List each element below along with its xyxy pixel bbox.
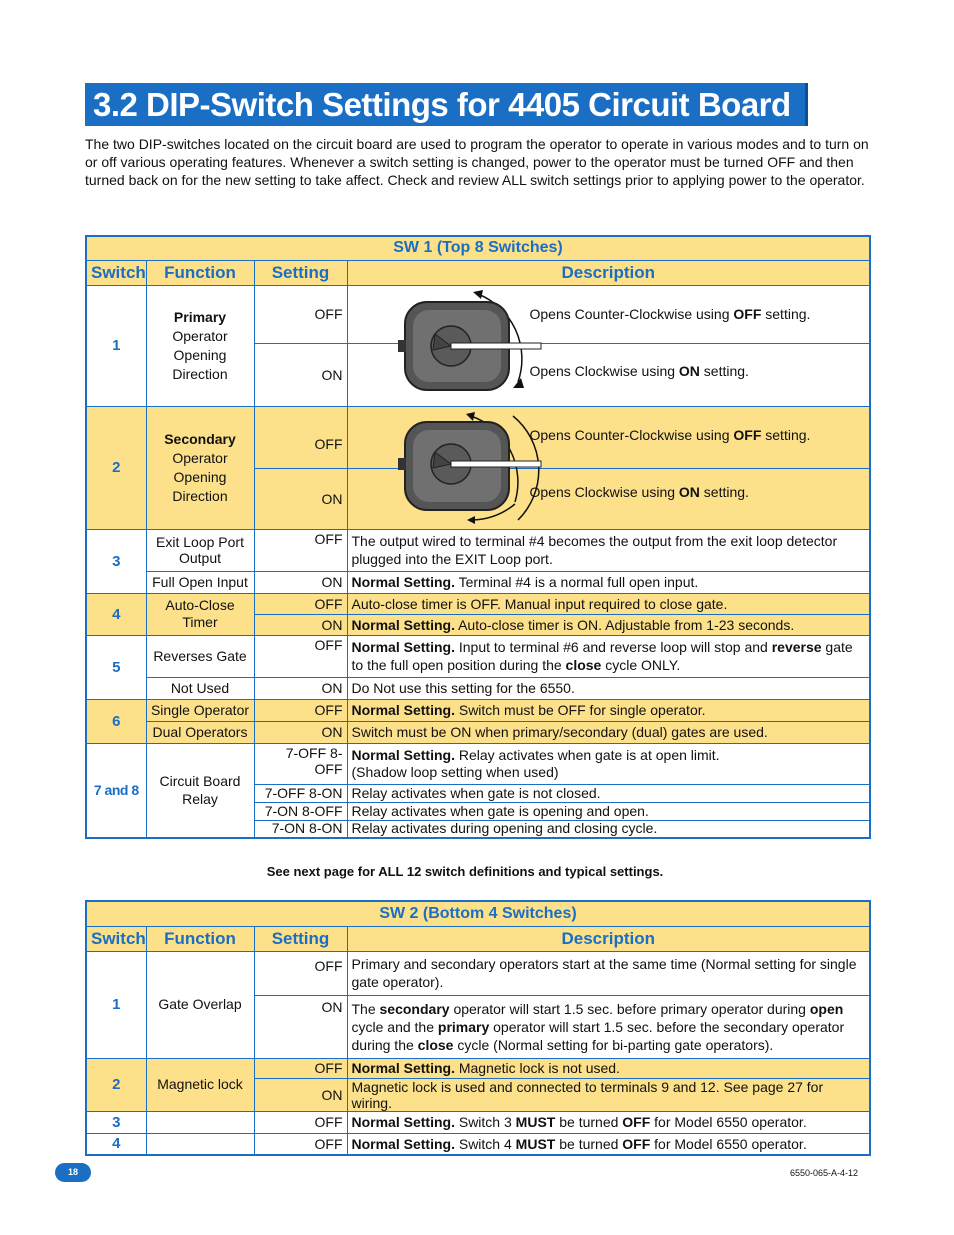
desc-off: Normal Setting. Switch 4 MUST be turned OFF for Model 6550 operator. — [347, 1133, 870, 1155]
function-on: Not Used — [146, 677, 254, 699]
setting-off: OFF — [254, 285, 347, 343]
function-text: Operator Opening Direction — [172, 327, 228, 382]
setting-on: ON — [254, 343, 347, 406]
operator-direction-illustration — [393, 412, 543, 524]
col-switch: Switch — [86, 260, 146, 285]
setting-on: ON — [254, 571, 347, 593]
desc-off: Normal Setting. Switch 3 MUST be turned OFF for Model 6550 operator. — [347, 1111, 870, 1133]
desc-on: Do Not use this setting for the 6550. — [347, 677, 870, 699]
setting-off: OFF — [254, 406, 347, 468]
table-row — [86, 951, 870, 995]
desc-on: The secondary operator will start 1.5 sec. before primary operator during open cycle and the primary operator will start 1.5 sec. before the secondary operator during the close cycle (Normal setting for bi-parting gate operators). — [347, 995, 870, 1058]
table-row — [86, 743, 870, 784]
col-function: Function — [146, 260, 254, 285]
switch-number: 1 — [86, 285, 146, 406]
setting-on: ON — [254, 677, 347, 699]
table-row — [86, 1058, 870, 1078]
switch-number: 4 — [86, 1133, 146, 1155]
function-bold: Secondary — [164, 430, 236, 447]
col-switch: Switch — [86, 926, 146, 951]
switch-number: 3 — [86, 529, 146, 593]
setting-on: ON — [254, 1078, 347, 1111]
desc-on: Normal Setting. Terminal #4 is a normal full open input. — [347, 571, 870, 593]
setting-3: 7-ON 8-OFF — [254, 802, 347, 820]
desc-on: Switch must be ON when primary/secondary (dual) gates are used. — [347, 721, 870, 743]
function-cell: Magnetic lock — [146, 1058, 254, 1111]
desc-on: Opens Clockwise using ON setting. — [529, 483, 749, 500]
switch-number: 5 — [86, 635, 146, 699]
setting-on: ON — [254, 468, 347, 529]
function-off: Single Operator — [146, 699, 254, 721]
col-setting: Setting — [254, 260, 347, 285]
table-row — [86, 1111, 870, 1133]
desc-3: Relay activates when gate is opening and open. — [347, 802, 870, 820]
document-id: 6550-065-A-4-12 — [790, 1168, 859, 1178]
table-row — [86, 1133, 870, 1155]
switch-number: 2 — [86, 1058, 146, 1111]
col-description: Description — [347, 926, 870, 951]
setting-off: OFF — [254, 1133, 347, 1155]
desc-on: Opens Clockwise using ON setting. — [529, 362, 749, 379]
table-row — [86, 699, 870, 721]
see-next-page-note: See next page for ALL 12 switch definitions and typical settings. — [266, 864, 664, 879]
function-on: Dual Operators — [146, 721, 254, 743]
function-off: Reverses Gate — [146, 635, 254, 677]
desc-2: Relay activates when gate is not closed. — [347, 784, 870, 802]
function-cell — [146, 1133, 254, 1155]
switch-number: 7 and 8 — [86, 743, 146, 838]
setting-off: OFF — [254, 529, 347, 571]
desc-off: Opens Counter-Clockwise using OFF setting. — [529, 426, 811, 443]
col-setting: Setting — [254, 926, 347, 951]
function-bold: Primary — [173, 308, 227, 325]
sw2-header: SW 2 (Bottom 4 Switches) — [86, 901, 870, 926]
function-on: Full Open Input — [146, 571, 254, 593]
desc-on: Normal Setting. Auto-close timer is ON. Adjustable from 1-23 seconds. — [347, 614, 870, 635]
function-off: Exit Loop Port Output — [146, 529, 254, 571]
operator-direction-illustration — [393, 290, 543, 402]
setting-off: OFF — [254, 951, 347, 995]
desc-off: Auto-close timer is OFF. Manual input required to close gate. — [347, 593, 870, 614]
function-cell: Circuit Board Relay — [146, 743, 254, 838]
sw1-header: SW 1 (Top 8 Switches) — [86, 236, 870, 260]
sw2-table — [85, 900, 871, 1156]
setting-on: ON — [254, 721, 347, 743]
setting-on: ON — [254, 614, 347, 635]
setting-off: OFF — [254, 635, 347, 677]
col-description: Description — [347, 260, 870, 285]
setting-off: OFF — [254, 699, 347, 721]
switch-number: 4 — [86, 593, 146, 635]
function-cell: Gate Overlap — [146, 951, 254, 1058]
setting-2: 7-OFF 8-ON — [254, 784, 347, 802]
page-number: 18 — [55, 1163, 91, 1182]
desc-on: Magnetic lock is used and connected to terminals 9 and 12. See page 27 for wiring. — [347, 1078, 870, 1111]
function-text: Operator Opening Direction — [172, 449, 228, 504]
page-title: 3.2 DIP-Switch Settings for 4405 Circuit Board — [85, 83, 808, 126]
function-cell: Auto-Close Timer — [146, 593, 254, 635]
desc-off: Opens Counter-Clockwise using OFF setting. — [529, 305, 811, 322]
desc-off: Primary and secondary operators start at the same time (Normal setting for single gate operator). — [347, 951, 870, 995]
switch-number: 1 — [86, 951, 146, 1058]
intro-paragraph: The two DIP-switches located on the circuit board are used to program the operator to operate in various modes and to turn on or off various operating features. Whenever a switch setting is changed, power to the operator must be turned OFF and then turned back on for the new setting to take affect. Check and review ALL switch settings prior to applying power to the operator. — [85, 136, 869, 188]
desc-1: Normal Setting. Relay activates when gate is at open limit. (Shadow loop setting when used) — [347, 743, 870, 784]
table-row — [86, 635, 870, 677]
col-function: Function — [146, 926, 254, 951]
switch-number: 2 — [86, 406, 146, 529]
setting-1: 7-OFF 8-OFF — [254, 743, 347, 784]
desc-off: Normal Setting. Magnetic lock is not used. — [347, 1058, 870, 1078]
function-cell — [146, 1111, 254, 1133]
setting-off: OFF — [254, 1058, 347, 1078]
desc-off: The output wired to terminal #4 becomes the output from the exit loop detector plugged into the EXIT Loop port. — [347, 529, 870, 571]
table-row — [86, 593, 870, 614]
switch-number: 3 — [86, 1111, 146, 1133]
desc-4: Relay activates during opening and closing cycle. — [347, 820, 870, 838]
setting-off: OFF — [254, 593, 347, 614]
table-row — [86, 529, 870, 571]
setting-4: 7-ON 8-ON — [254, 820, 347, 838]
desc-off: Normal Setting. Switch must be OFF for single operator. — [347, 699, 870, 721]
desc-off: Normal Setting. Input to terminal #6 and reverse loop will stop and reverse gate to the full open position during the close cycle ONLY. — [347, 635, 870, 677]
setting-on: ON — [254, 995, 347, 1058]
function-cell — [146, 285, 254, 406]
function-cell — [146, 406, 254, 529]
switch-number: 6 — [86, 699, 146, 743]
setting-off: OFF — [254, 1111, 347, 1133]
